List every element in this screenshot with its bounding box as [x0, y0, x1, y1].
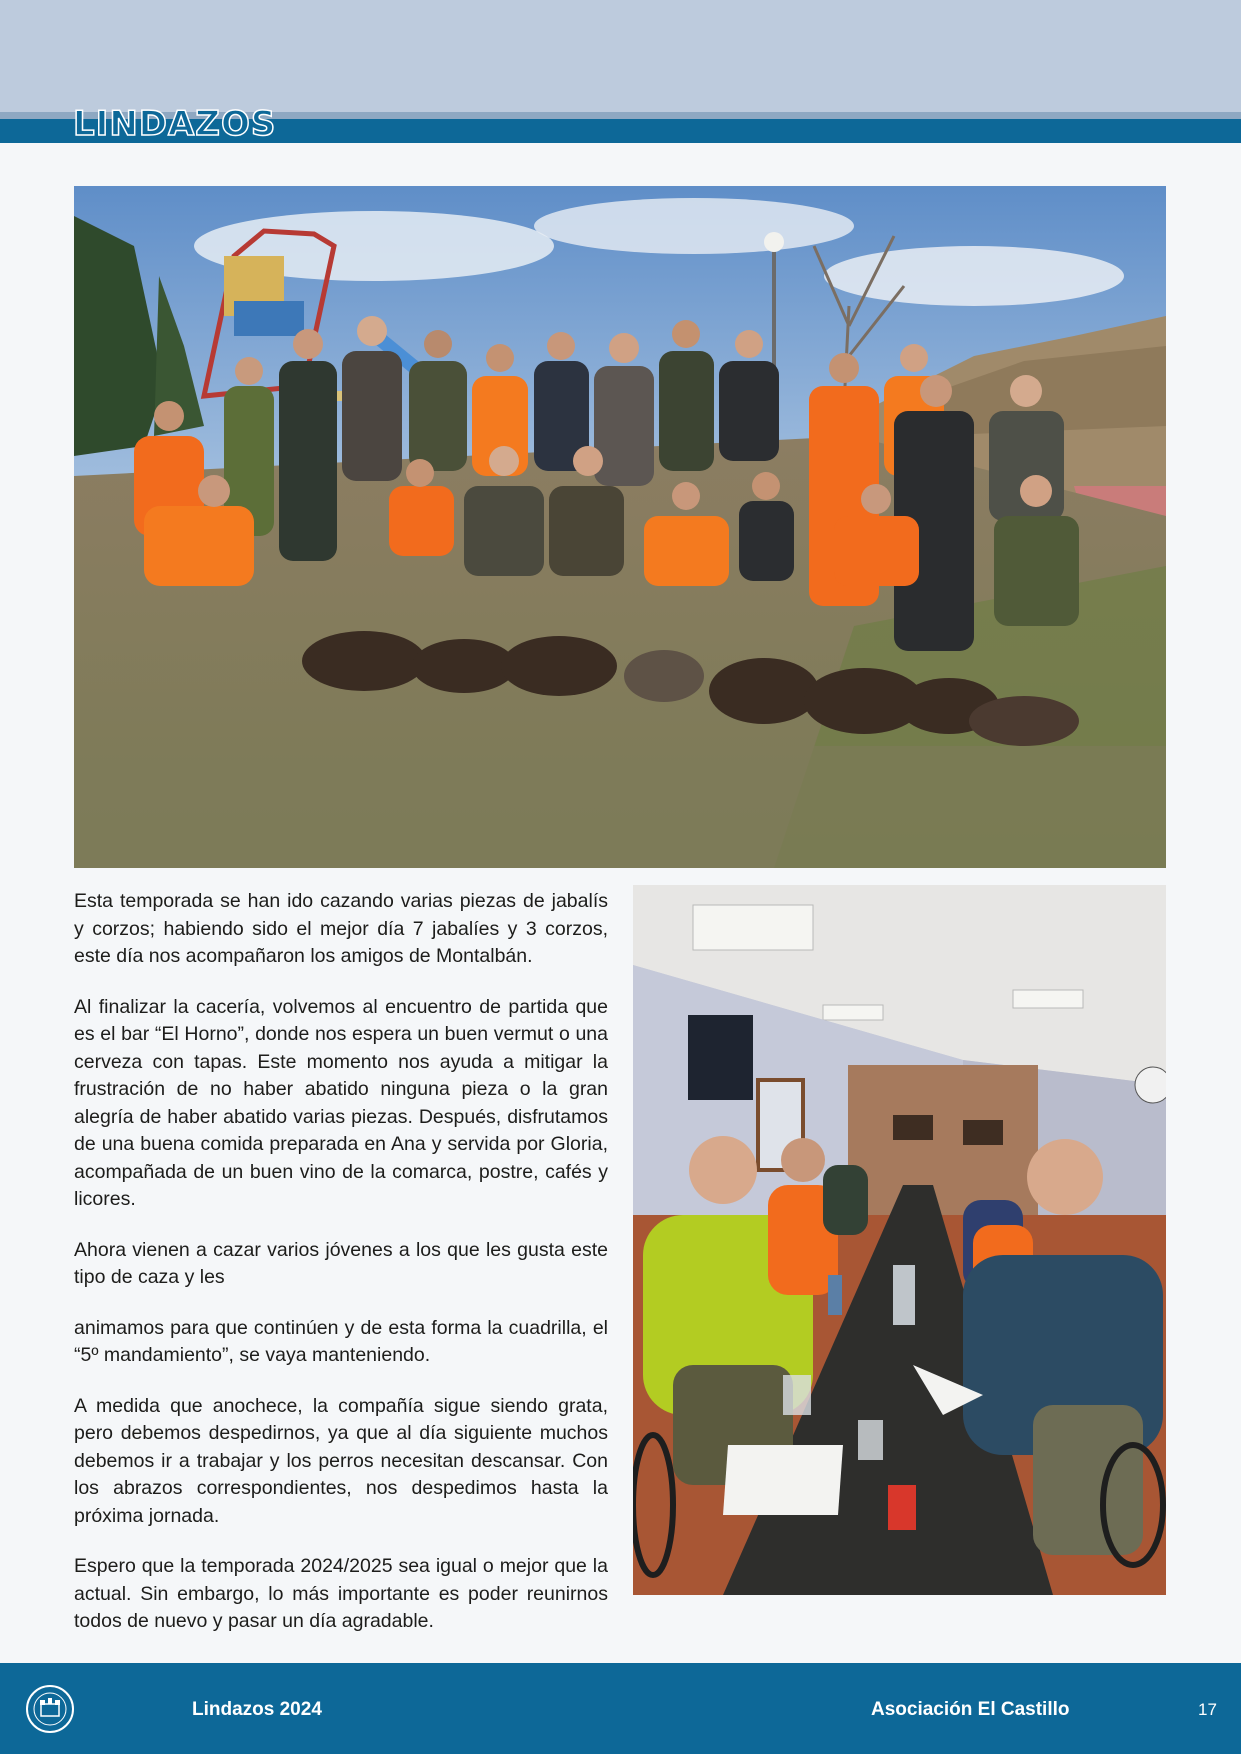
header-band	[0, 0, 1241, 112]
paragraph: Al finalizar la cacería, volvemos al encuentro de partida que es el bar “El Horno”, donde nos espera un buen vermut o una cerveza con tapas. Este momento nos ayuda a mitigar la frustración de no haber abatido ninguna pieza o la gran alegría de haber abatido varias piezas. Después, disfrutamos de una buena comida preparada en Ana y servida por Gloria, acompañada de un buen vino de la comarca, postre, cafés y licores.	[74, 995, 608, 1210]
photo-illustration	[74, 186, 1166, 868]
paragraph: A medida que anochece, la compañía sigue siendo grata, pero debemos despedirnos, ya que al día siguiente muchos debemos ir a trabajar y los perros necesitan descansar. Con los abrazos correspondientes, nos despedimos hasta la próxima jornada.	[74, 1394, 608, 1527]
paragraph: Esta temporada se han ido cazando varias piezas de jabalís y corzos; habiendo sido el mejor día 7 jabalíes y 3 corzos, este día nos acompañaron los amigos de Montalbán.	[74, 890, 608, 967]
group-meal-photo	[633, 885, 1166, 1595]
association-seal-icon	[25, 1684, 75, 1734]
hunting-group-photo	[74, 186, 1166, 868]
page-number: 17	[1198, 1700, 1217, 1719]
photo-illustration	[633, 885, 1166, 1595]
paragraph: animamos para que continúen y de esta forma la cuadrilla, el “5º mandamiento”, se vaya manteniendo.	[74, 1316, 608, 1366]
footer-association: Asociación El Castillo	[871, 1699, 1070, 1720]
paragraph: Espero que la temporada 2024/2025 sea igual o mejor que la actual. Sin embargo, lo más importante es poder reunirnos todos de nuevo y pasar un día agradable.	[74, 1555, 608, 1632]
magazine-logo: LINDAZOS	[73, 104, 277, 144]
footer-publication: Lindazos 2024	[192, 1699, 322, 1720]
article-text	[74, 888, 608, 1659]
paragraph: Ahora vienen a cazar varios jóvenes a los que les gusta este tipo de caza y les	[74, 1238, 608, 1288]
